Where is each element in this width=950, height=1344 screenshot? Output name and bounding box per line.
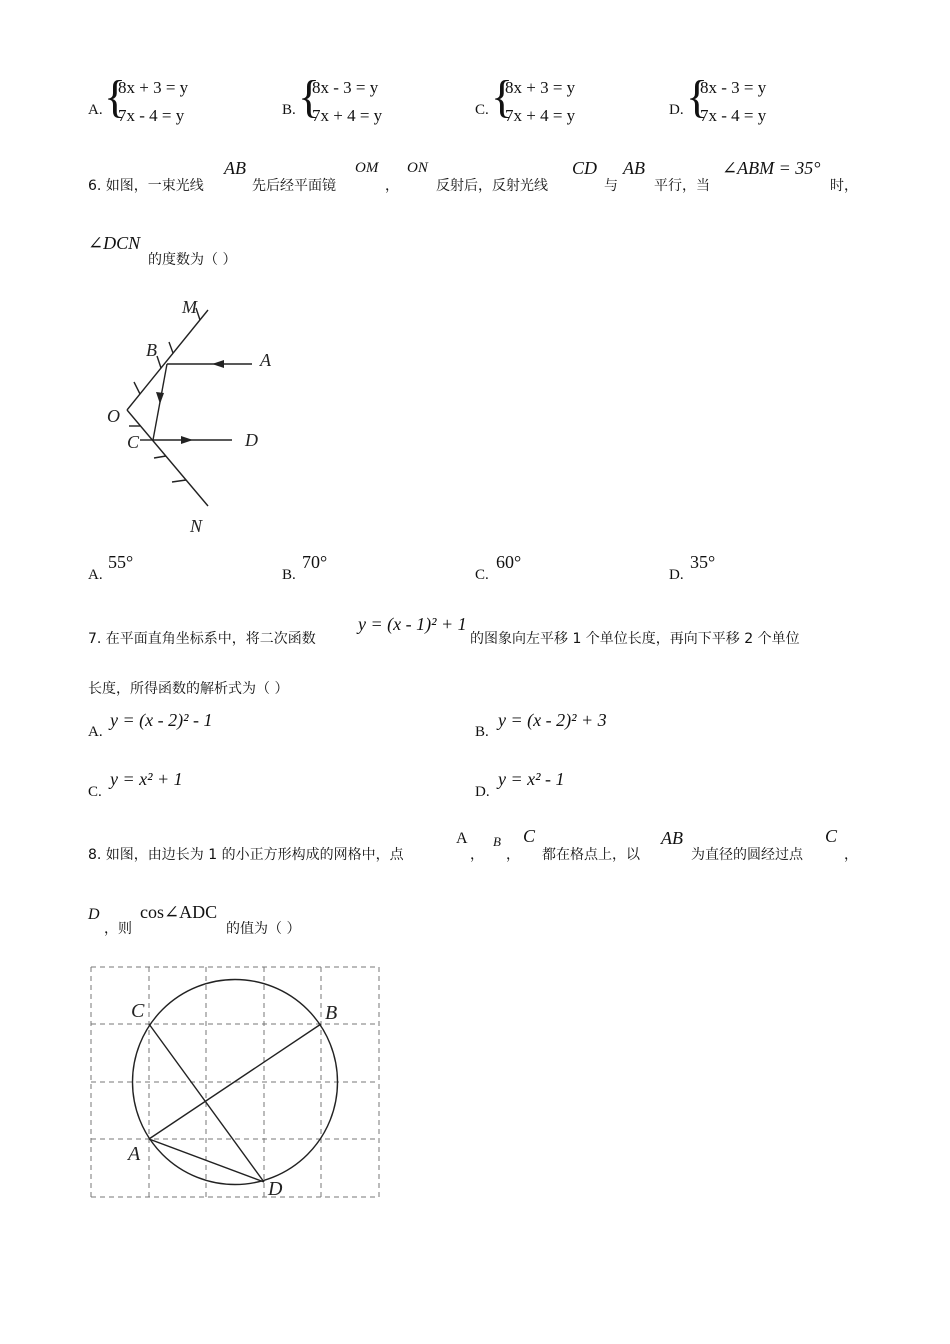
q6-label-m: M: [182, 297, 197, 317]
q6-option-a-value[interactable]: 55°: [108, 552, 134, 572]
q6-option-c-letter[interactable]: C.: [475, 567, 489, 583]
q6-option-a-letter[interactable]: A.: [88, 567, 103, 583]
q6-math-ab2: AB: [623, 158, 645, 178]
q7-option-a-letter[interactable]: A.: [88, 724, 103, 740]
arrow-bc: [156, 392, 164, 404]
q8-label-d: D: [268, 1178, 283, 1200]
q5-option-d-brace: {: [686, 71, 709, 122]
q8-text-value: 的值为（ ）: [226, 921, 301, 937]
q5-option-d-eq2: 7x - 4 = y: [700, 106, 767, 125]
q6-option-b-value[interactable]: 70°: [302, 552, 328, 572]
q6-text-question: 的度数为（ ）: [148, 252, 237, 268]
q8-point-a: A: [456, 830, 468, 847]
q5-option-b-eq2: 7x + 4 = y: [312, 106, 383, 125]
q5-option-b-letter[interactable]: B.: [282, 102, 296, 118]
q8-label-a: A: [128, 1143, 141, 1165]
q5-option-c-eq1: 8x + 3 = y: [505, 78, 576, 97]
q8-point-b: B: [493, 834, 501, 849]
arrow-cd: [181, 436, 193, 444]
q5-option-c-brace: {: [491, 71, 514, 122]
q6-text-reflect: 反射后，反射光线: [436, 178, 548, 194]
hatch-on-4: [172, 480, 186, 482]
q5-option-a-system: [118, 74, 188, 130]
q8-sep-3: ，: [844, 847, 858, 863]
q6-option-b-letter[interactable]: B.: [282, 567, 296, 583]
q6-math-ab: AB: [224, 158, 246, 178]
q7-math-func: y = (x - 1)² + 1: [358, 614, 467, 634]
q5-option-b-system: [312, 74, 382, 130]
hatch-om-2: [169, 342, 173, 353]
arrow-ab: [212, 360, 224, 368]
q7-option-c-expr[interactable]: y = x² + 1: [110, 769, 183, 789]
q6-option-d-letter[interactable]: D.: [669, 567, 684, 583]
q5-option-c-eq2: 7x + 4 = y: [505, 106, 576, 125]
q7-text-prefix: 7. 在平面直角坐标系中，将二次函数: [88, 631, 316, 647]
q5-option-c-system: [505, 74, 575, 130]
q5-option-a-letter[interactable]: A.: [88, 102, 103, 118]
q8-label-b: B: [325, 1002, 338, 1024]
hatch-om-3: [157, 356, 161, 368]
q6-label-a: A: [260, 350, 271, 370]
q5-option-d-letter[interactable]: D.: [669, 102, 684, 118]
q6-text-mirror: 先后经平面镜: [252, 178, 336, 194]
q7-option-a-expr[interactable]: y = (x - 2)² - 1: [110, 710, 213, 730]
q8-grid-circle-figure: [80, 958, 390, 1208]
q8-text-then: ，则: [104, 921, 132, 937]
hatch-on-3: [154, 456, 166, 458]
q6-text-comma: ，: [385, 178, 399, 194]
q6-text-and: 与: [604, 178, 618, 194]
mirror-on-line: [127, 410, 208, 506]
q6-math-on: ON: [407, 160, 428, 176]
q6-text-prefix: 6. 如图，一束光线: [88, 178, 204, 194]
q6-text-parallel: 平行，当: [654, 178, 710, 194]
q8-math-ab: AB: [661, 828, 683, 848]
q6-text-when: 时，: [830, 178, 858, 194]
q5-option-a-brace: {: [104, 71, 127, 122]
mirror-om-line: [127, 310, 208, 410]
q7-text-suffix: 的图象向左平移 1 个单位长度，再向下平移 2 个单位: [470, 631, 800, 647]
q6-label-n: N: [190, 516, 203, 536]
q5-option-a-eq1: 8x + 3 = y: [118, 78, 189, 97]
q7-option-d-expr[interactable]: y = x² - 1: [498, 769, 565, 789]
q8-sep-2: ，: [506, 847, 520, 863]
q5-option-d-system: [700, 74, 766, 130]
q7-option-b-letter[interactable]: B.: [475, 724, 489, 740]
q6-label-o: O: [107, 406, 120, 426]
q6-mirror-figure: [100, 292, 300, 540]
q7-option-c-letter[interactable]: C.: [88, 784, 102, 800]
q7-option-d-letter[interactable]: D.: [475, 784, 490, 800]
q6-option-c-value[interactable]: 60°: [496, 552, 522, 572]
q8-label-c: C: [131, 1000, 145, 1022]
q6-math-angle-asked: ∠DCN: [88, 233, 141, 253]
q6-option-d-value[interactable]: 35°: [690, 552, 716, 572]
q8-point-c: C: [523, 826, 536, 846]
q7-text-line2: 长度，所得函数的解析式为（ ）: [88, 681, 289, 697]
q5-option-b-eq1: 8x - 3 = y: [312, 78, 379, 97]
q6-label-b: B: [146, 340, 157, 360]
q6-math-cd: CD: [572, 158, 598, 178]
q6-math-angle-given: ∠ABM = 35°: [722, 158, 821, 178]
q5-option-a-eq2: 7x - 4 = y: [118, 106, 185, 125]
q8-point-d: D: [88, 906, 100, 923]
q5-option-c-letter[interactable]: C.: [475, 102, 489, 118]
q7-option-b-expr[interactable]: y = (x - 2)² + 3: [498, 710, 607, 730]
q8-sep-1: ，: [470, 847, 484, 863]
hatch-om-4: [134, 382, 140, 394]
q8-math-cos: cos∠ADC: [140, 902, 218, 922]
q8-point-c2: C: [825, 826, 838, 846]
q8-text-grid: 都在格点上，以: [542, 847, 640, 863]
q5-option-b-brace: {: [298, 71, 321, 122]
q6-label-d: D: [245, 430, 258, 450]
q6-label-c: C: [127, 432, 140, 452]
q8-text-prefix: 8. 如图，由边长为 1 的小正方形构成的网格中，点: [88, 847, 404, 863]
q5-option-d-eq1: 8x - 3 = y: [700, 78, 767, 97]
q6-math-om: OM: [355, 160, 379, 176]
q8-text-circle: 为直径的圆经过点: [691, 847, 803, 863]
